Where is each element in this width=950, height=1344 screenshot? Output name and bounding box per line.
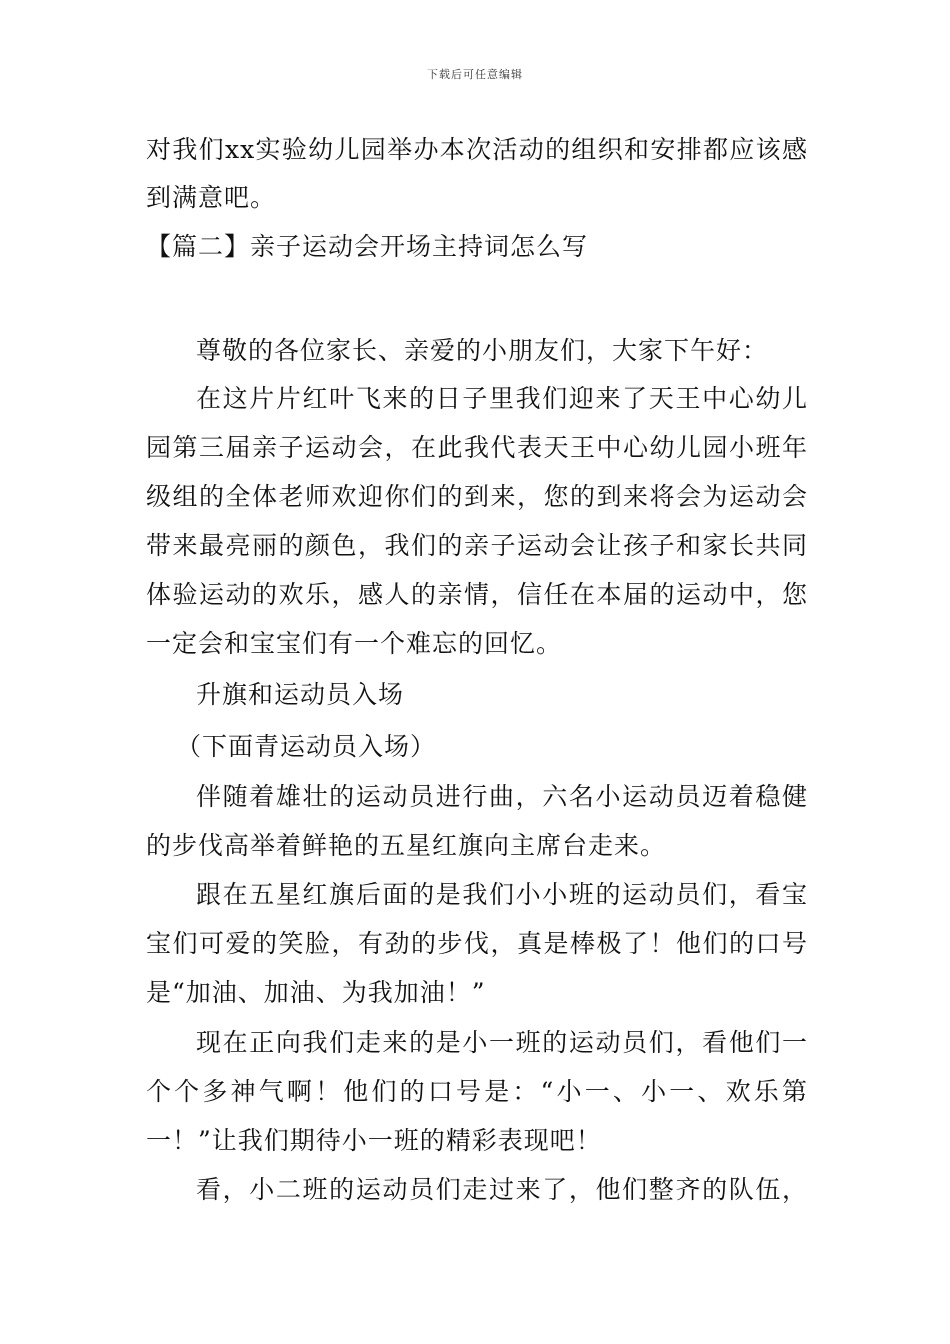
paragraph-line: 现在正向我们走来的是小一班的运动员们，看他们一 bbox=[196, 1028, 808, 1057]
paragraph-line: 个个多神气啊！他们的口号是：“小一、小一、欢乐第 bbox=[146, 1077, 808, 1106]
greeting-line: 尊敬的各位家长、亲爱的小朋友们，大家下午好： bbox=[196, 336, 769, 365]
stage-direction-line: （下面青运动员入场） bbox=[176, 732, 437, 761]
paragraph-line: 伴随着雄壮的运动员进行曲，六名小运动员迈着稳健 bbox=[196, 782, 808, 811]
section-heading: 【篇二】亲子运动会开场主持词怎么写 bbox=[146, 232, 589, 261]
paragraph-line: 一！”让我们期待小一班的精彩表现吧！ bbox=[146, 1126, 602, 1155]
paragraph-line: 一定会和宝宝们有一个难忘的回忆。 bbox=[146, 629, 563, 658]
subheading-line: 升旗和运动员入场 bbox=[196, 680, 405, 709]
paragraph-line: 体验运动的欢乐，感人的亲情，信任在本届的运动中，您 bbox=[146, 580, 808, 609]
paragraph-line: 级组的全体老师欢迎你们的到来，您的到来将会为运动会 bbox=[146, 482, 808, 511]
page-header-note: 下载后可任意编辑 bbox=[427, 68, 523, 81]
paragraph-line: 在这片片红叶飞来的日子里我们迎来了天王中心幼儿 bbox=[196, 384, 808, 413]
paragraph-line: 宝们可爱的笑脸，有劲的步伐，真是棒极了！他们的口号 bbox=[146, 929, 808, 958]
paragraph-line: 对我们xx实验幼儿园举办本次活动的组织和安排都应该感 bbox=[146, 135, 808, 164]
paragraph-line: 看，小二班的运动员们走过来了，他们整齐的队伍， bbox=[196, 1175, 808, 1204]
paragraph-line: 的步伐高举着鲜艳的五星红旗向主席台走来。 bbox=[146, 831, 667, 860]
paragraph-line: 园第三届亲子运动会，在此我代表天王中心幼儿园小班年 bbox=[146, 433, 808, 462]
paragraph-line: 跟在五星红旗后面的是我们小小班的运动员们，看宝 bbox=[196, 880, 808, 909]
paragraph-line: 带来最亮丽的颜色，我们的亲子运动会让孩子和家长共同 bbox=[146, 531, 808, 560]
paragraph-line: 是“加油、加油、为我加油！” bbox=[146, 978, 486, 1007]
paragraph-line: 到满意吧。 bbox=[146, 183, 277, 212]
